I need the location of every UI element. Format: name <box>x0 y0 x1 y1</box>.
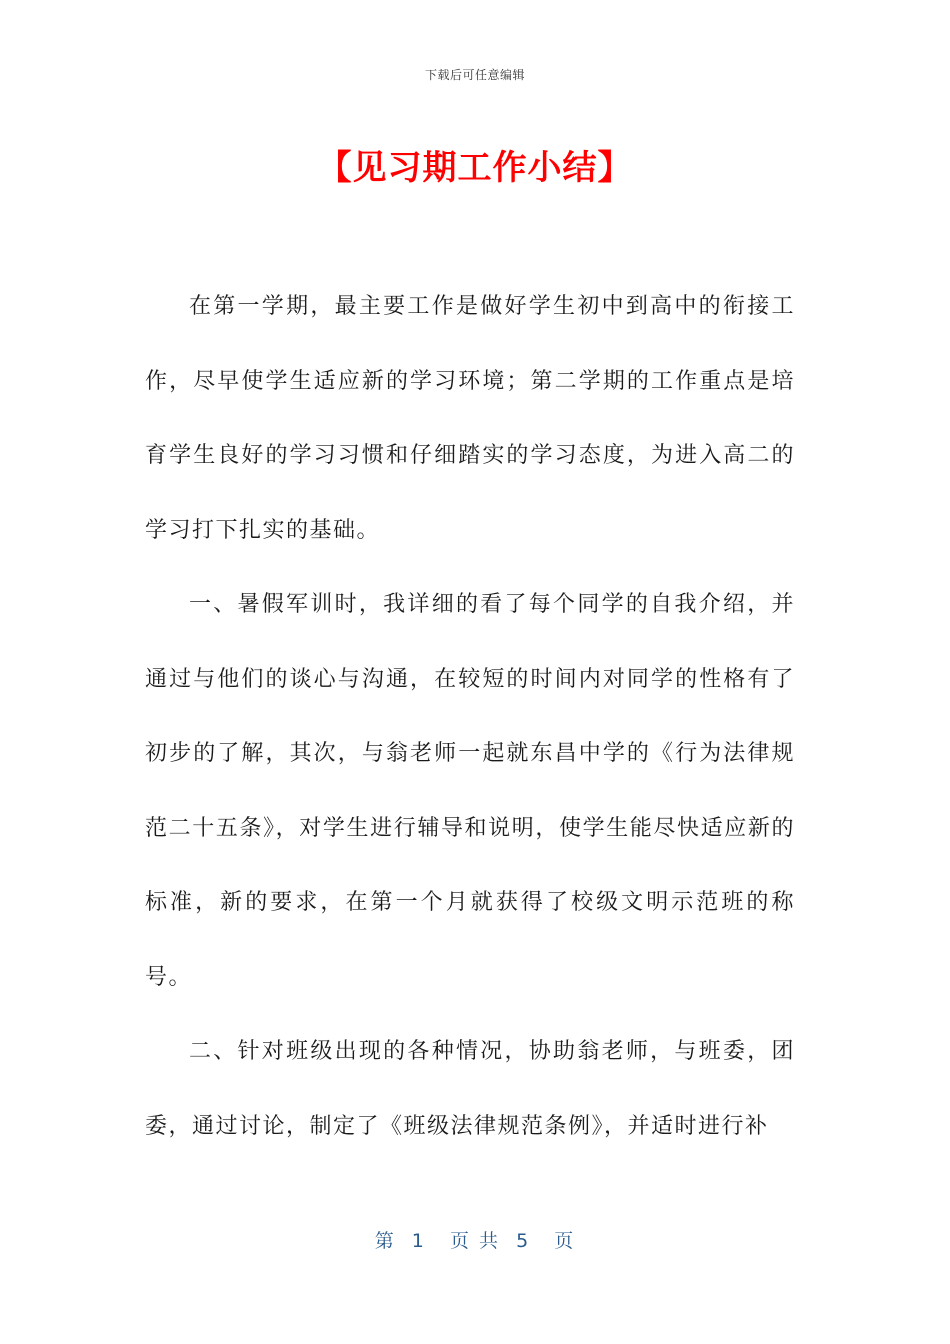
page-number-footer: 第 1 页 共 5 页 <box>374 1230 576 1252</box>
paragraph-section-1: 一、暑假军训时，我详细的看了每个同学的自我介绍，并通过与他们的谈心与沟通，在较短的时间内对同学的性格有了初步的了解，其次，与翁老师一起就东昌中学的《行为法律规范二十五条》，对学生进行辅导和说明，使学生能尽快适应新的标准，新的要求，在第一个月就获得了校级文明示范班的称号。 <box>145 592 795 990</box>
document-body <box>145 270 795 1164</box>
document-title: 【见习期工作小结】 <box>317 148 633 188</box>
paragraph-section-2: 二、针对班级出现的各种情况，协助翁老师，与班委，团委，通过讨论，制定了《班级法律规范条例》，并适时进行补 <box>145 1039 795 1139</box>
paragraph-intro: 在第一学期，最主要工作是做好学生初中到高中的衔接工作，尽早使学生适应新的学习环境；第二学期的工作重点是培育学生良好的学习习惯和仔细踏实的学习态度，为进入高二的学习打下扎实的基础。 <box>145 294 795 543</box>
header-note: 下载后可任意编辑 <box>424 68 525 82</box>
